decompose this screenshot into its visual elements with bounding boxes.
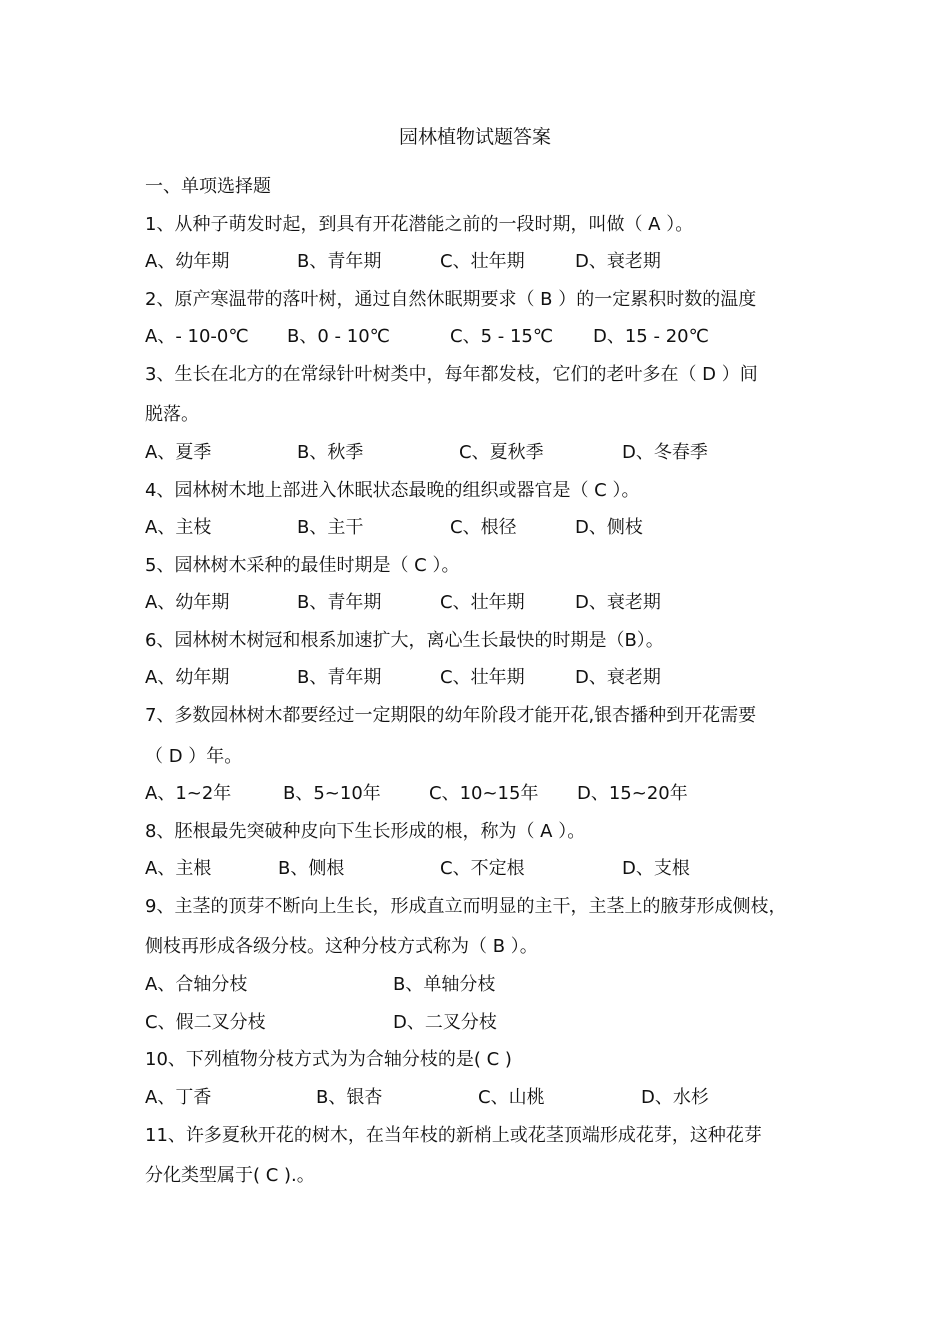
option-a: A、1~2年 <box>145 783 232 804</box>
option-a: A、夏季 <box>145 442 212 463</box>
option-b: B、主干 <box>297 517 364 538</box>
option-c: C、5 - 15℃ <box>450 326 554 347</box>
question-3-text-cont: 脱落。 <box>145 404 199 425</box>
option-a: A、幼年期 <box>145 251 230 272</box>
option-b: B、0 - 10℃ <box>287 326 390 347</box>
option-b: B、单轴分枝 <box>393 974 496 995</box>
option-d: D、侧枝 <box>575 517 643 538</box>
question-5-text: 5、园林树木采种的最佳时期是（ C ）。 <box>145 555 460 576</box>
question-3-text: 3、生长在北方的在常绿针叶树类中，每年都发枝，它们的老叶多在（ D ）间 <box>145 364 758 385</box>
option-c: C、10~15年 <box>429 783 539 804</box>
option-b: B、5~10年 <box>283 783 381 804</box>
option-d: D、15 - 20℃ <box>593 326 709 347</box>
question-9-text: 9、主茎的顶芽不断向上生长，形成直立而明显的主干，主茎上的腋芽形成侧枝， <box>145 896 787 917</box>
option-a: A、丁香 <box>145 1087 212 1108</box>
question-9-text-cont: 侧枝再形成各级分枝。这种分枝方式称为（ B ）。 <box>145 936 538 957</box>
option-a: A、- 10-0℃ <box>145 326 249 347</box>
option-c: C、壮年期 <box>440 592 525 613</box>
option-b: B、侧根 <box>278 858 345 879</box>
option-d: D、衰老期 <box>575 667 661 688</box>
option-b: B、银杏 <box>316 1087 383 1108</box>
question-2-text: 2、原产寒温带的落叶树，通过自然休眠期要求（ B ）的一定累积时数的温度 <box>145 289 757 310</box>
question-7-text: 7、多数园林树木都要经过一定期限的幼年阶段才能开花,银杏播种到开花需要 <box>145 705 757 726</box>
option-d: D、衰老期 <box>575 592 661 613</box>
option-b: B、青年期 <box>297 667 382 688</box>
option-b: B、秋季 <box>297 442 364 463</box>
option-a: A、主根 <box>145 858 212 879</box>
option-b: B、青年期 <box>297 251 382 272</box>
question-7-text-cont: （ D ）年。 <box>145 746 243 767</box>
option-d: D、15~20年 <box>577 783 688 804</box>
section-heading: 一、单项选择题 <box>145 176 271 197</box>
option-d: D、水杉 <box>641 1087 709 1108</box>
option-c: C、不定根 <box>440 858 525 879</box>
option-c: C、夏秋季 <box>459 442 544 463</box>
question-1-text: 1、从种子萌发时起，到具有开花潜能之前的一段时期，叫做（ A ）。 <box>145 214 694 235</box>
option-d: D、支根 <box>622 858 690 879</box>
option-d: D、衰老期 <box>575 251 661 272</box>
option-c: C、山桃 <box>478 1087 545 1108</box>
option-d: D、二叉分枝 <box>393 1012 497 1033</box>
option-a: A、合轴分枝 <box>145 974 248 995</box>
option-a: A、主枝 <box>145 517 212 538</box>
question-11-text: 11、许多夏秋开花的树木，在当年枝的新梢上或花茎顶端形成花芽，这种花芽 <box>145 1125 762 1146</box>
question-8-text: 8、胚根最先突破种皮向下生长形成的根，称为（ A ）。 <box>145 821 586 842</box>
option-a: A、幼年期 <box>145 592 230 613</box>
option-b: B、青年期 <box>297 592 382 613</box>
question-6-text: 6、园林树木树冠和根系加速扩大，离心生长最快的时期是（B）。 <box>145 630 664 651</box>
option-c: C、根径 <box>450 517 517 538</box>
option-c: C、壮年期 <box>440 667 525 688</box>
question-4-text: 4、园林树木地上部进入休眠状态最晚的组织或器官是（ C ）。 <box>145 480 640 501</box>
option-d: D、冬春季 <box>622 442 708 463</box>
question-11-text-cont: 分化类型属于( C ).。 <box>145 1165 315 1186</box>
document-title: 园林植物试题答案 <box>398 126 551 148</box>
option-c: C、壮年期 <box>440 251 525 272</box>
option-a: A、幼年期 <box>145 667 230 688</box>
option-c: C、假二叉分枝 <box>145 1012 266 1033</box>
question-10-text: 10、下列植物分枝方式为为合轴分枝的是( C ) <box>145 1049 512 1070</box>
